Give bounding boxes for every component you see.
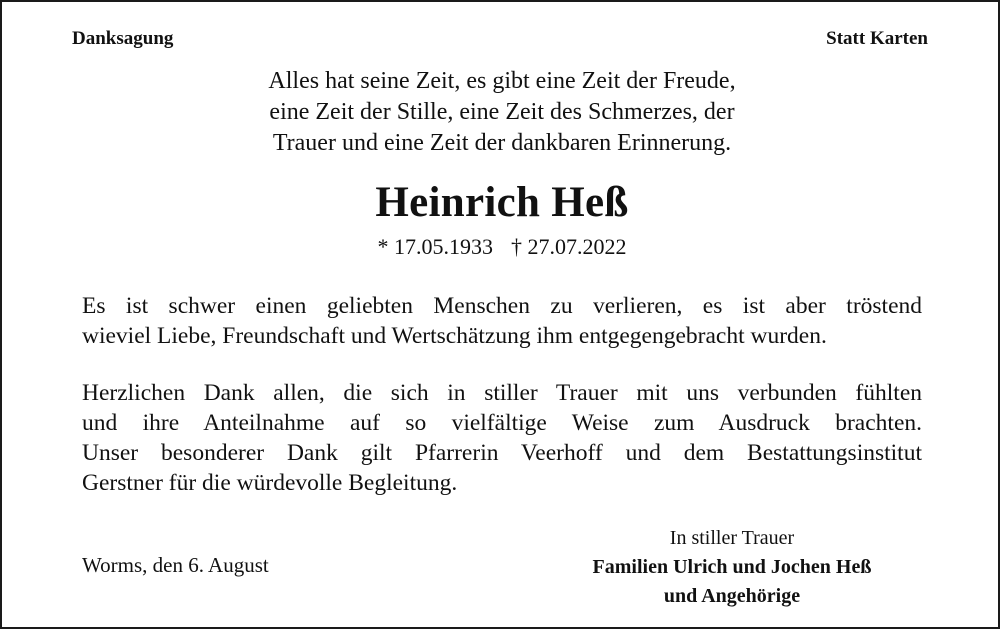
paragraph-line: wieviel Liebe, Freundschaft und Wertschätzung ihm entgegengebracht wurden. bbox=[82, 323, 827, 349]
paragraph-line: Gerstner für die würdevolle Begleitung. bbox=[82, 470, 458, 496]
header-statt-karten: Statt Karten bbox=[826, 28, 928, 49]
death-date: † 27.07.2022 bbox=[511, 234, 627, 259]
signature-families: Familien Ulrich und Jochen Heß bbox=[592, 556, 872, 578]
paragraph-line: Es ist schwer einen geliebten Menschen zu verlieren, es ist aber tröstend bbox=[82, 293, 922, 319]
birth-date: * 17.05.1933 bbox=[377, 234, 493, 259]
life-dates bbox=[2, 234, 1000, 260]
signature-block bbox=[542, 524, 922, 611]
paragraph-line: Unser besonderer Dank gilt Pfarrerin Veerhoff und dem Bestattungsinstitut bbox=[82, 440, 922, 466]
motto-line: eine Zeit der Stille, eine Zeit des Schmerzes, der bbox=[269, 99, 735, 125]
header-danksagung: Danksagung bbox=[72, 28, 174, 49]
motto-verse bbox=[2, 66, 1000, 159]
paragraph-thanks bbox=[82, 378, 922, 498]
paragraph-line: Herzlichen Dank allen, die sich in stiller Trauer mit uns verbunden fühlten bbox=[82, 380, 922, 406]
signature-line: In stiller Trauer bbox=[669, 527, 795, 549]
motto-line: Trauer und eine Zeit der dankbaren Erinnerung. bbox=[272, 130, 732, 156]
deceased-name: Heinrich Heß bbox=[375, 179, 629, 226]
paragraph-line: und ihre Anteilnahme auf so vielfältige Weise zum Ausdruck brachten. bbox=[82, 410, 922, 436]
paragraph-consolation bbox=[82, 291, 922, 351]
motto-line: Alles hat seine Zeit, es gibt eine Zeit der Freude, bbox=[268, 68, 736, 94]
signature-relatives: und Angehörige bbox=[663, 585, 801, 607]
place-and-date: Worms, den 6. August bbox=[82, 553, 269, 577]
